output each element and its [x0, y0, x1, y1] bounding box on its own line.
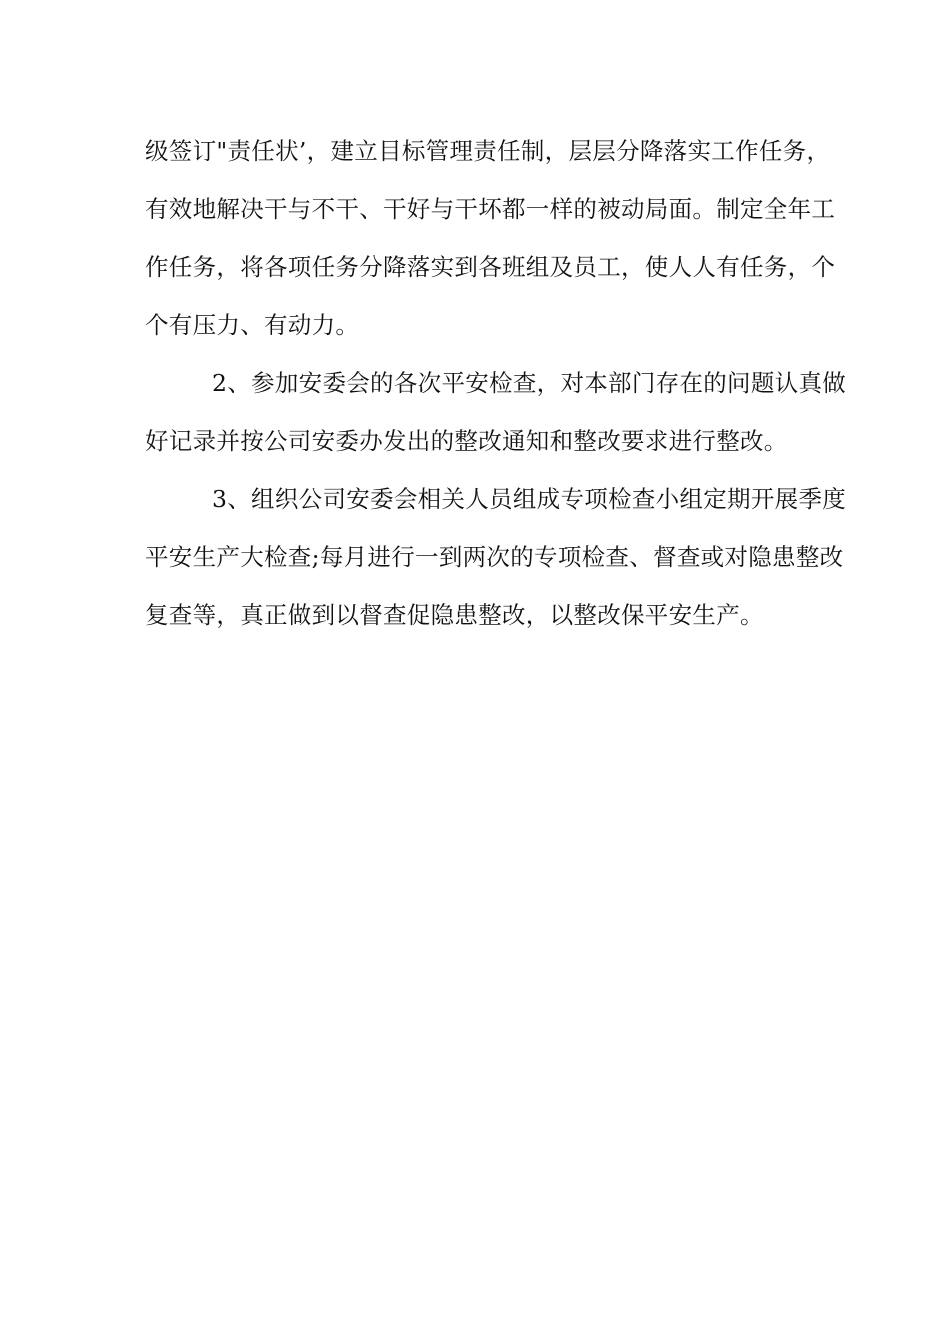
paragraph-1-line-1: 级签订"责任状’，建立目标管理责任制，层层分降落实工作任务， [145, 137, 831, 165]
paragraph-1-line-2: 有效地解决干与不干、干好与干坏都一样的被动局面。制定全年工 [145, 195, 836, 223]
paragraph-1-line-4: 个有压力、有动力。 [145, 311, 360, 339]
paragraph-1-line-3: 作任务，将各项任务分降落实到各班组及员工，使人人有任务，个 [145, 253, 836, 281]
paragraph-3-line-2: 平安生产大检查;每月进行一到两次的专项检查、督查或对隐患整改 [145, 543, 844, 571]
paragraph-2-line-2: 好记录并按公司安委办发出的整改通知和整改要求进行整改。 [145, 427, 788, 455]
paragraph-3-line-1: 3、组织公司安委会相关人员组成专项检查小组定期开展季度 [212, 485, 847, 513]
paragraph-2-line-1: 2、参加安委会的各次平安检查，对本部门存在的问题认真做 [212, 369, 847, 397]
paragraph-3-line-3: 复查等，真正做到以督查促隐患整改，以整改保平安生产。 [145, 601, 764, 629]
